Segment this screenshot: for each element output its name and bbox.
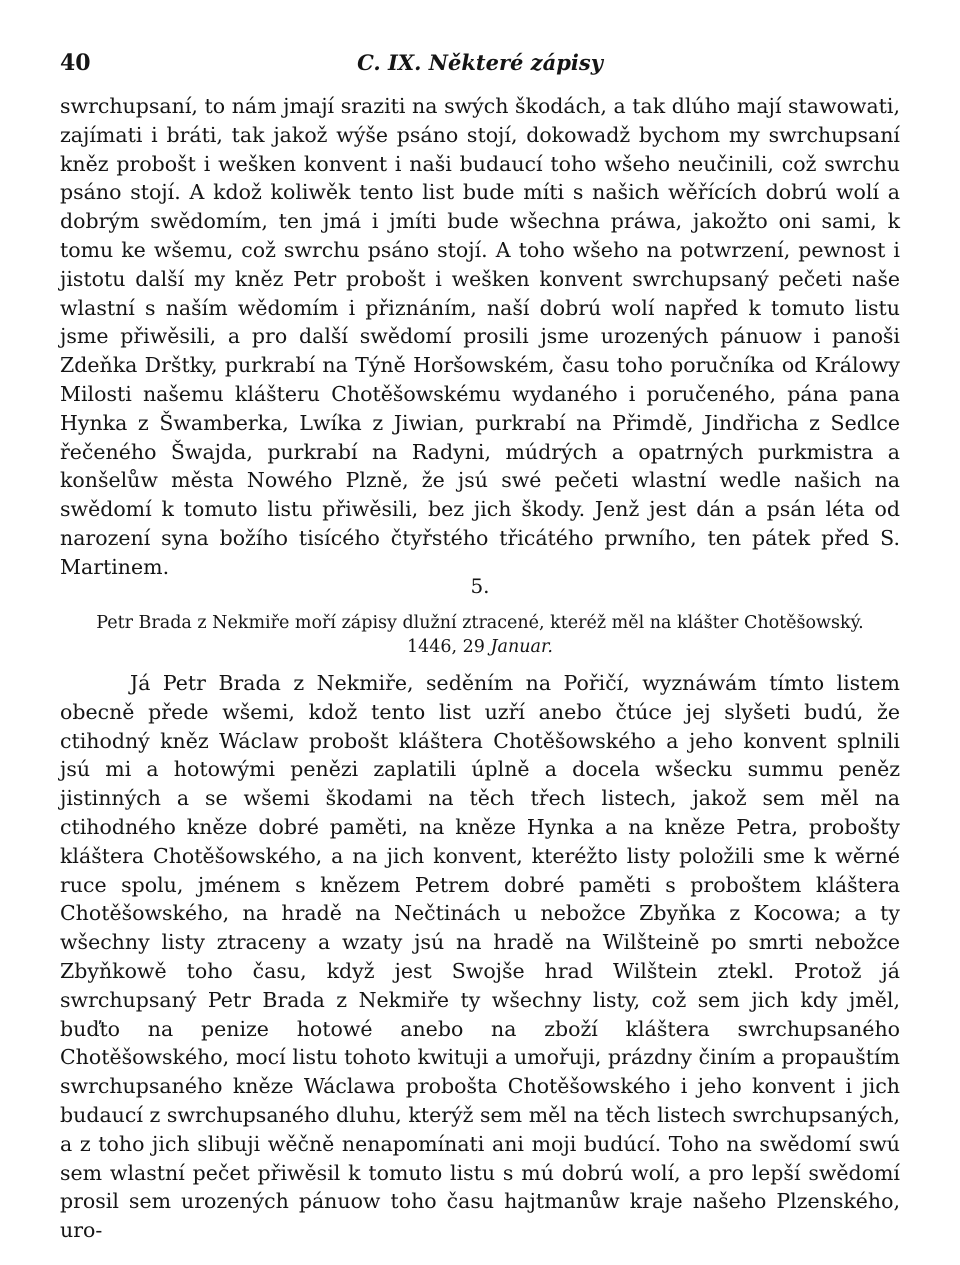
document-heading: Petr Brada z Nekmiře moří zápisy dlužní ztracené, kteréž měl na klášter Chotěšowský. <box>96 613 864 633</box>
page-header <box>60 50 900 84</box>
continued-paragraph: swrchupsaní, to nám jmají sraziti na swých škodách, a tak dlúho mají stawowati, zajímati i bráti, tak jakož wýše psáno stojí, dokowadž bychom my swrchupsaní kněz probošt i wešken konvent i naši budaucí toho wšeho neučinili, což swrchu psáno stojí. A kdož koliwěk tento list bude míti s našich wěřících dobrú wolí a dobrým swědomím, ten jmá i jmíti bude wšechna práwa, jakožto oni sami, k tomu ke wšemu, což swrchu psáno stojí. A toho wšeho na potwrzení, pewnost i jistotu další my kněz Petr probošt i wešken konvent swrchupsaný pečeti naše wlastní s naším wědomím i přiznáním, naší dobrú wolí napřed k tomuto listu jsme přiwěsili, a pro další swědomí prosili jsme urozených pánuow i panoši Zdeňka Drštky, purkrabí na Týně Horšowském, času toho poručníka od Králowy Milosti našemu klášteru Chotěšowskému wydaného i poručeného, pána pana Hynka z Šwamberka, Lwíka z Jiwian, purkrabí na Přimdě, Jindřicha z Sedlce řečeného Šwajda, purkrabí na Radyni, múdrých a opatrných purkmistra a konšelůw města Nowého Plzně, že jsú swé pečeti wlastní wedle našich na swědomí k tomuto listu přiwěsili, bez jich škody. Jenž jest dán a psán léta od narození syna božího tisícého čtyřstého třicátého prwního, ten pátek před S. Martinem. <box>60 94 900 579</box>
document-body-paragraph: Já Petr Brada z Nekmiře, seděním na Pořičí, wyznáwám tímto listem obecně přede wšemi, kdož tento list uzří anebo čtúce jej slyšeti budú, že ctihodný kněz Wáclaw probošt kláštera Chotěšowského a jeho konvent splnili jsú mi a hotowými penězi zaplatili úplně a docela wšecku summu peněz jistinných a se wšemi škodami na těch třech listech, jakož sem měl na ctihodného kněze dobré paměti, na kněze Hynka a na kněze Petra, probošty kláštera Chotěšowského, a na jich konvent, kteréžto listy položili sme k wěrné ruce spolu, jménem s knězem Petrem dobré paměti s proboštem kláštera Chotěšowského, na hradě na Nečtinách u nebožce Zbyňka z Kocowa; a ty wšechny listy ztraceny a wzaty jsú na hradě na Wilšteině po smrti nebožce Zbyňkowě toho času, když jest Swojše hrad Wilštein ztekl. Protož já swrchupsaný Petr Brada z Nekmiře ty wšechny listy, což sem jich kdy jměl, buďto na penize hotowé anebo na zboží kláštera swrchupsaného Chotěšowského, mocí listu tohoto kwituji a umořuji, prázdny činím a propauštím swrchupsaného kněze Wáclawa probošta Chotěšowského i jeho konvent i jich budaucí z swrchupsaného dluhu, kterýž sem měl na těch listech swrchupsaných, a z toho jich slibuji wěčně nenapomínati ani moji budúcí. Toho na swědomí swú sem wlastní pečet přiwěsil k tomuto listu s mú dobrú wolí, a pro lepší swědomí prosil sem urozených pánuow toho času hajtmanůw kraje našeho Plzenského, uro- <box>60 671 900 1243</box>
document-date-year-day: 1446, 29 <box>407 637 485 657</box>
document-number: 5. <box>470 574 490 598</box>
running-head: C. IX. Některé zápisy <box>357 50 603 75</box>
document-date <box>0 637 960 657</box>
continued-record <box>60 92 900 582</box>
page-number: 40 <box>60 50 91 76</box>
document-body <box>60 669 900 1245</box>
document-date-month: Januar. <box>490 637 553 657</box>
